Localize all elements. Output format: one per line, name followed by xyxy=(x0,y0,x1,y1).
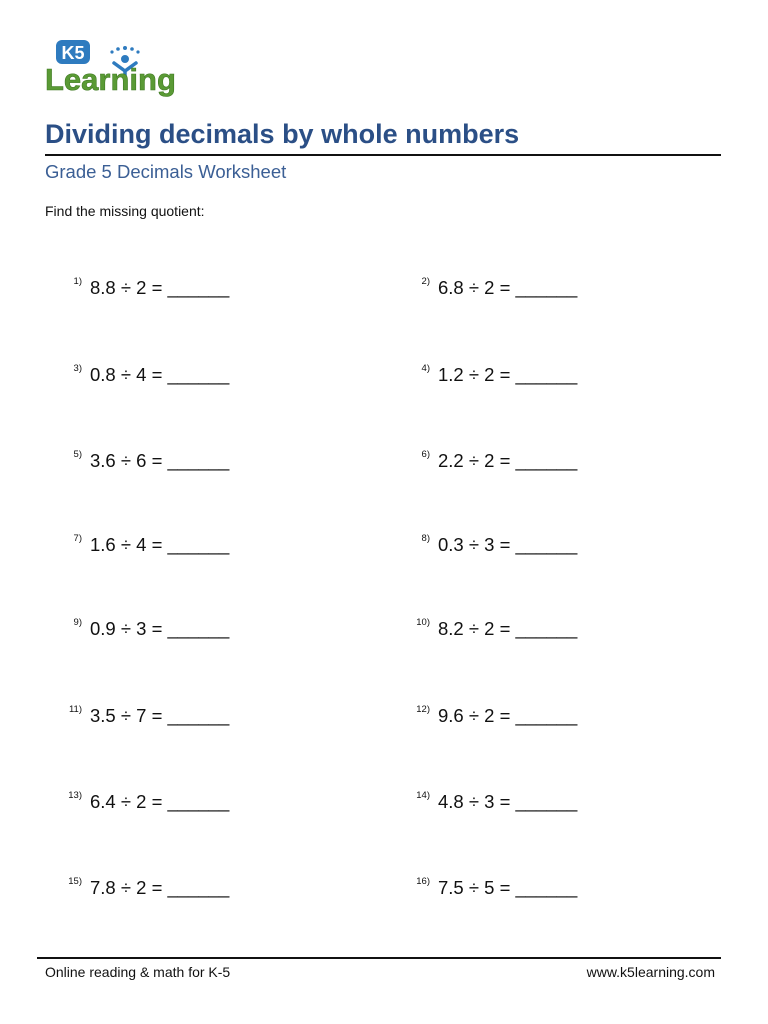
page-title: Dividing decimals by whole numbers xyxy=(45,119,520,149)
problem-10 xyxy=(416,617,578,640)
problem-expression: 1.2 ÷ 2 = ______ xyxy=(438,364,578,385)
problem-number: 3) xyxy=(73,363,82,374)
instruction-text: Find the missing quotient: xyxy=(45,203,205,219)
logo-word-text: Learning xyxy=(45,62,176,97)
problem-expression: 3.5 ÷ 7 = ______ xyxy=(90,705,230,726)
problem-number: 4) xyxy=(421,363,430,374)
problem-expression: 1.6 ÷ 4 = ______ xyxy=(90,534,230,555)
problem-2 xyxy=(421,276,578,299)
problem-1 xyxy=(73,276,230,299)
problem-number: 9) xyxy=(73,617,82,628)
problem-expression: 0.8 ÷ 4 = ______ xyxy=(90,364,230,385)
problem-12 xyxy=(416,704,578,727)
problem-number: 2) xyxy=(421,276,430,287)
problem-expression: 0.9 ÷ 3 = ______ xyxy=(90,618,230,639)
page-subtitle: Grade 5 Decimals Worksheet xyxy=(45,161,287,182)
k5-learning-logo xyxy=(44,38,179,100)
problem-7 xyxy=(73,533,230,556)
problem-number: 12) xyxy=(416,704,430,715)
logo-badge xyxy=(56,40,90,64)
problem-11 xyxy=(68,704,230,727)
problem-expression: 8.2 ÷ 2 = ______ xyxy=(438,618,578,639)
problem-expression: 7.8 ÷ 2 = ______ xyxy=(90,877,230,898)
problem-expression: 4.8 ÷ 3 = ______ xyxy=(438,791,578,812)
footer-divider xyxy=(37,957,721,959)
logo-badge-text: K5 xyxy=(61,43,85,63)
problem-5 xyxy=(73,449,230,472)
problem-expression: 6.8 ÷ 2 = ______ xyxy=(438,277,578,298)
problem-15 xyxy=(68,876,230,899)
problem-number: 15) xyxy=(68,876,82,887)
problem-number: 8) xyxy=(421,533,430,544)
problem-4 xyxy=(421,363,578,386)
problem-number: 16) xyxy=(416,876,430,887)
footer-tagline: Online reading & math for K-5 xyxy=(45,964,231,980)
problem-expression: 0.3 ÷ 3 = ______ xyxy=(438,534,578,555)
problem-number: 5) xyxy=(73,449,82,460)
problem-14 xyxy=(416,790,578,813)
problem-16 xyxy=(416,876,578,899)
problem-number: 7) xyxy=(73,533,82,544)
problem-9 xyxy=(73,617,230,640)
problem-expression: 6.4 ÷ 2 = ______ xyxy=(90,791,230,812)
title-divider xyxy=(45,154,721,156)
problem-expression: 2.2 ÷ 2 = ______ xyxy=(438,450,578,471)
problem-number: 10) xyxy=(416,617,430,628)
problem-13 xyxy=(68,790,230,813)
problem-expression: 9.6 ÷ 2 = ______ xyxy=(438,705,578,726)
problem-6 xyxy=(421,449,578,472)
problem-number: 14) xyxy=(416,790,430,801)
problem-number: 13) xyxy=(68,790,82,801)
problem-8 xyxy=(421,533,578,556)
problem-number: 6) xyxy=(421,449,430,460)
logo-stars-icon xyxy=(110,46,139,54)
footer-website-link[interactable]: www.k5learning.com xyxy=(586,964,715,980)
problem-expression: 8.8 ÷ 2 = ______ xyxy=(90,277,230,298)
problem-number: 1) xyxy=(73,276,82,287)
problem-expression: 7.5 ÷ 5 = ______ xyxy=(438,877,578,898)
problem-3 xyxy=(73,363,230,386)
problem-number: 11) xyxy=(68,704,82,715)
problem-expression: 3.6 ÷ 6 = ______ xyxy=(90,450,230,471)
